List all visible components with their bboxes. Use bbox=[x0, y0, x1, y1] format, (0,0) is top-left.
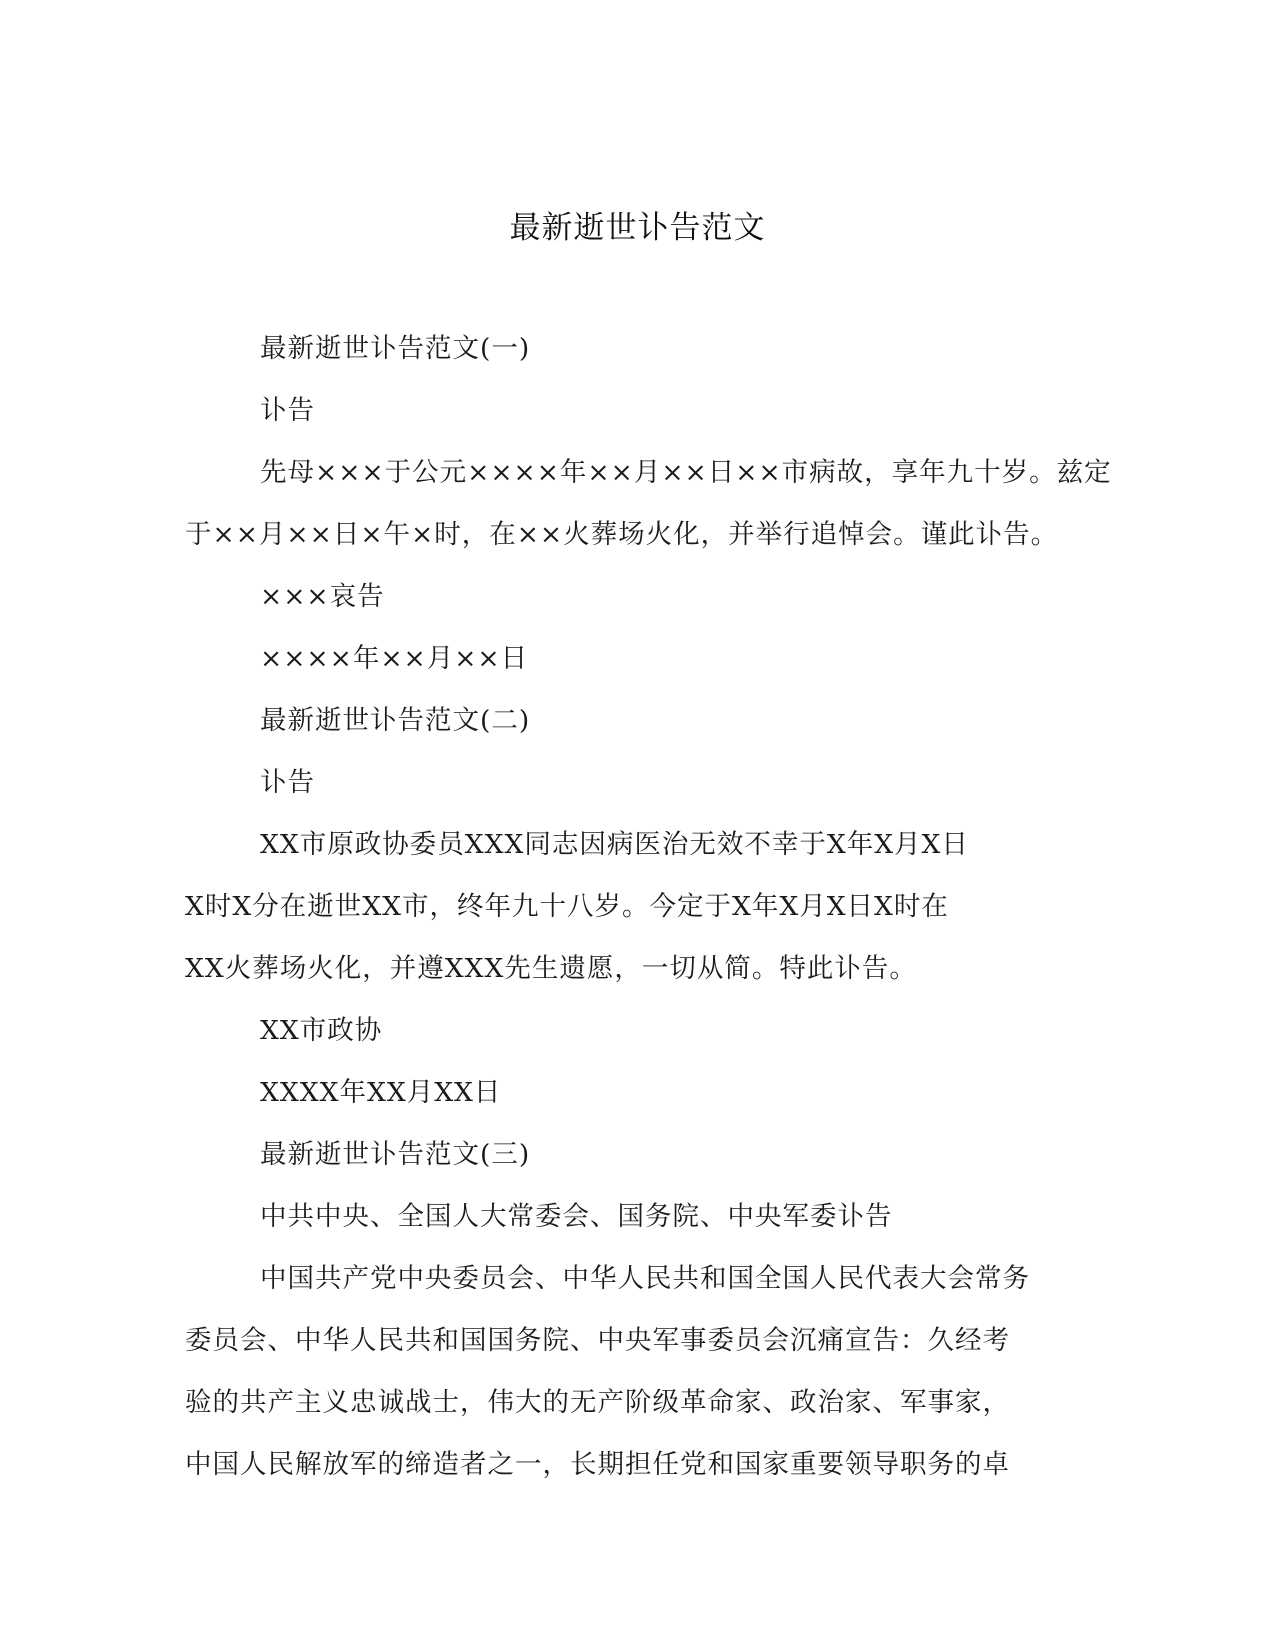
document-body bbox=[185, 318, 1112, 1496]
paragraph-line: 讣告 bbox=[260, 767, 315, 798]
paragraph-line: 最新逝世讣告范文(三) bbox=[260, 1139, 531, 1170]
paragraph-line: 验的共产主义忠诚战士，伟大的无产阶级革命家、政治家、军事家， bbox=[185, 1387, 1010, 1418]
paragraph-line: 中国共产党中央委员会、中华人民共和国全国人民代表大会常务 bbox=[260, 1263, 1030, 1294]
paragraph-line: ×××哀告 bbox=[260, 581, 385, 612]
document-title: 最新逝世讣告范文 bbox=[509, 210, 766, 246]
paragraph-line: XX市原政协委员XXX同志因病医治无效不幸于X年X月X日 bbox=[260, 829, 969, 860]
paragraph-line: X时X分在逝世XX市，终年九十八岁。今定于X年X月X日X时在 bbox=[185, 891, 949, 922]
paragraph-line: 委员会、中华人民共和国国务院、中央军事委员会沉痛宣告：久经考 bbox=[185, 1325, 1010, 1356]
paragraph-line: XXXX年XX月XX日 bbox=[260, 1077, 502, 1108]
paragraph-line: 中国人民解放军的缔造者之一，长期担任党和国家重要领导职务的卓 bbox=[185, 1449, 1010, 1480]
paragraph-line: 先母×××于公元××××年××月××日××市病故，享年九十岁。兹定 bbox=[260, 457, 1112, 488]
paragraph-line: 讣告 bbox=[260, 395, 315, 426]
paragraph-line: 于××月××日×午×时，在××火葬场火化，并举行追悼会。谨此讣告。 bbox=[185, 519, 1059, 550]
paragraph-line: 最新逝世讣告范文(一) bbox=[260, 333, 531, 364]
paragraph-line: XX火葬场火化，并遵XXX先生遗愿，一切从简。特此讣告。 bbox=[185, 953, 917, 984]
paragraph-line: ××××年××月××日 bbox=[260, 643, 529, 674]
paragraph-line: 最新逝世讣告范文(二) bbox=[260, 705, 531, 736]
paragraph-line: XX市政协 bbox=[260, 1015, 383, 1046]
paragraph-line: 中共中央、全国人大常委会、国务院、中央军委讣告 bbox=[260, 1201, 893, 1232]
